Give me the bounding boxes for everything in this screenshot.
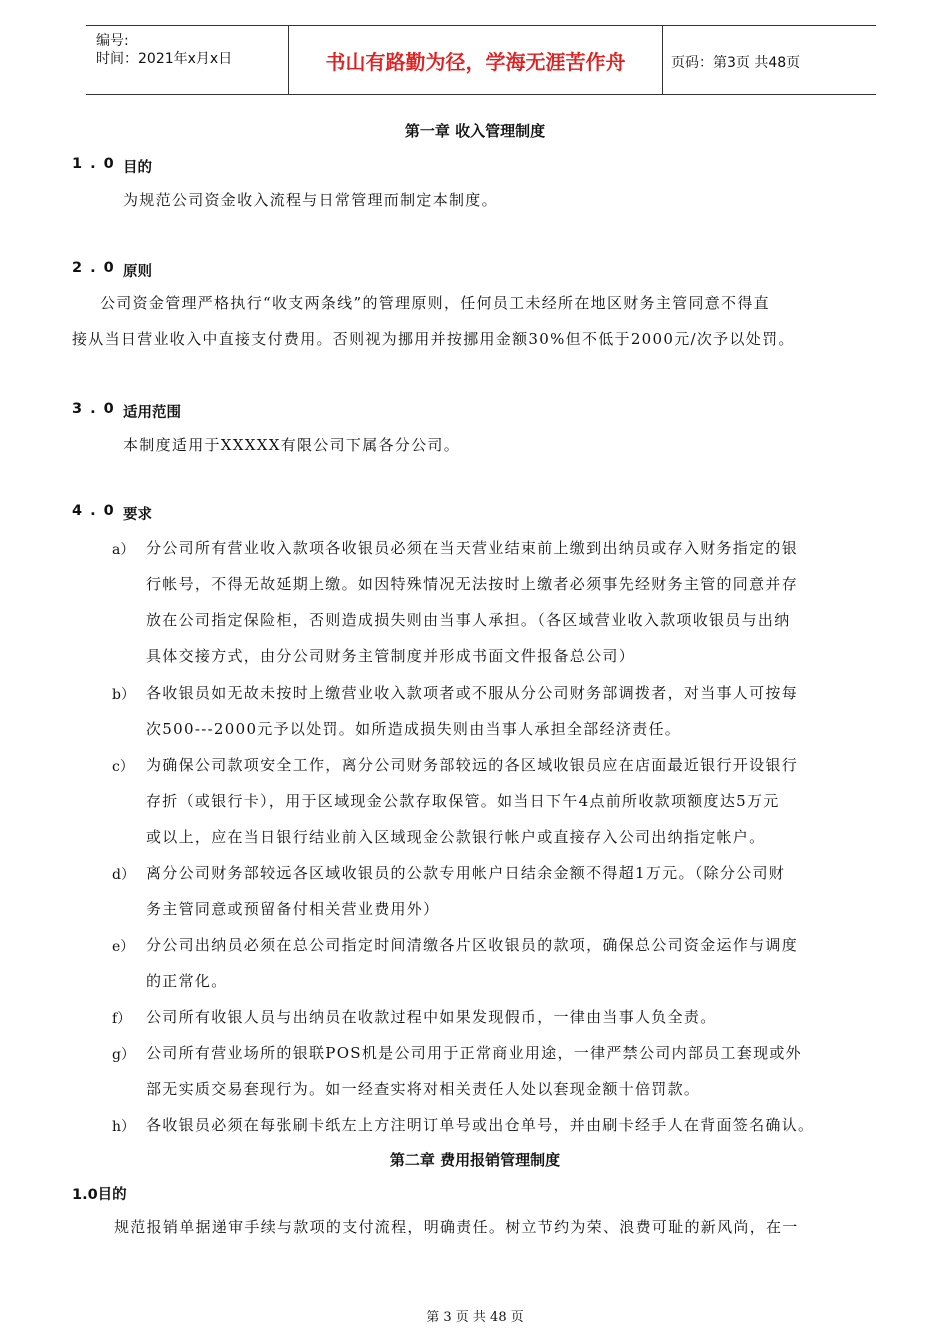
section-3-text: 本制度适用于XXXXX有限公司下属各分公司。 <box>123 436 460 454</box>
item-label-f: f） <box>112 1011 132 1027</box>
item-d-line: 离分公司财务部较远各区域收银员的公款专用帐户日结余金额不得超1万元。（除分公司财 <box>146 864 786 882</box>
item-label-g: g） <box>112 1047 135 1063</box>
item-b-line: 各收银员如无故未按时上缴营业收入款项者或不服从分公司财务部调拨者，对当事人可按每 <box>146 684 799 702</box>
item-label-e: e） <box>112 939 135 955</box>
item-c-line: 存折（或银行卡），用于区域现金公款存取保管。如当日下午4点前所收款项额度达5万元 <box>146 792 780 810</box>
section-1-title: 目的 <box>123 160 152 176</box>
item-label-b: b） <box>112 687 135 703</box>
page-footer: 第 3 页 共 48 页 <box>426 1310 524 1325</box>
header-page-label: 页码：第3页 共48页 <box>671 55 801 71</box>
section-2-line: 公司资金管理严格执行“收支两条线”的管理原则，任何员工未经所在地区财务主管同意不得直 <box>100 294 770 312</box>
item-label-a: a） <box>112 542 135 558</box>
item-a-line: 放在公司指定保险柜，否则造成损失则由当事人承担。（各区域营业收入款项收银员与出纳 <box>146 611 791 629</box>
section-2-number: 2.0 <box>72 260 122 276</box>
section-4-title: 要求 <box>123 507 152 523</box>
section-1-text: 为规范公司资金收入流程与日常管理而制定本制度。 <box>123 191 498 209</box>
section-3-number: 3.0 <box>72 401 122 417</box>
chapter-2-section-1-heading: 1.0目的 <box>72 1187 127 1203</box>
item-label-d: d） <box>112 867 135 883</box>
section-1-number: 1.0 <box>72 156 122 172</box>
item-b-line: 次500---2000元予以处罚。如所造成损失则由当事人承担全部经济责任。 <box>146 720 682 738</box>
item-c-line: 为确保公司款项安全工作，离分公司财务部较远的各区域收银员应在店面最近银行开设银行 <box>146 756 799 774</box>
item-c-line: 或以上，应在当日银行结业前入区域现金公款银行帐户或直接存入公司出纳指定帐户。 <box>146 828 766 846</box>
chapter-1-title: 第一章 收入管理制度 <box>404 122 546 140</box>
item-a-line: 分公司所有营业收入款项各收银员必须在当天营业结束前上缴到出纳员或存入财务指定的银 <box>146 539 799 557</box>
section-2-line: 接从当日营业收入中直接支付费用。否则视为挪用并按挪用金额30%但不低于2000元/次予以处罚。 <box>72 330 795 348</box>
item-f-line: 公司所有收银人员与出纳员在收款过程中如果发现假币，一律由当事人负全责。 <box>146 1008 717 1026</box>
page-header <box>86 25 876 95</box>
number-label: 编号: <box>96 33 129 49</box>
header-page-cell <box>661 26 876 94</box>
header-motto: 书山有路勤为径，学海无涯苦作舟 <box>325 50 626 74</box>
item-h-line: 各收银员必须在每张刷卡纸左上方注明订单号或出仓单号，并由刷卡经手人在背面签名确认。 <box>146 1116 815 1134</box>
section-3-title: 适用范围 <box>123 405 181 421</box>
item-g-line: 公司所有营业场所的银联POS机是公司用于正常商业用途，一律严禁公司内部员工套现或外 <box>146 1044 802 1062</box>
item-label-h: h） <box>112 1119 136 1135</box>
time-label: 时间：2021年x月x日 <box>96 51 233 67</box>
item-a-line: 具体交接方式，由分公司财务主管制度并形成书面文件报备总公司） <box>146 647 636 665</box>
section-4-number: 4.0 <box>72 503 122 519</box>
item-g-line: 部无实质交易套现行为。如一经查实将对相关责任人处以套现金额十倍罚款。 <box>146 1080 701 1098</box>
section-2-title: 原则 <box>123 264 152 280</box>
header-meta <box>86 26 288 94</box>
item-d-line: 务主管同意或预留备付相关营业费用外） <box>146 900 440 918</box>
item-label-c: c） <box>112 759 134 775</box>
item-e-line: 分公司出纳员必须在总公司指定时间清缴各片区收银员的款项，确保总公司资金运作与调度 <box>146 936 799 954</box>
chapter-2-section-1-text: 规范报销单据递审手续与款项的支付流程，明确责任。树立节约为荣、浪费可耻的新风尚，在一 <box>114 1218 799 1236</box>
item-a-line: 行帐号，不得无故延期上缴。如因特殊情况无法按时上缴者必须事先经财务主管的同意并存 <box>146 575 799 593</box>
item-e-line: 的正常化。 <box>146 972 228 990</box>
header-motto-cell <box>288 26 663 94</box>
chapter-2-title: 第二章 费用报销管理制度 <box>389 1151 561 1169</box>
